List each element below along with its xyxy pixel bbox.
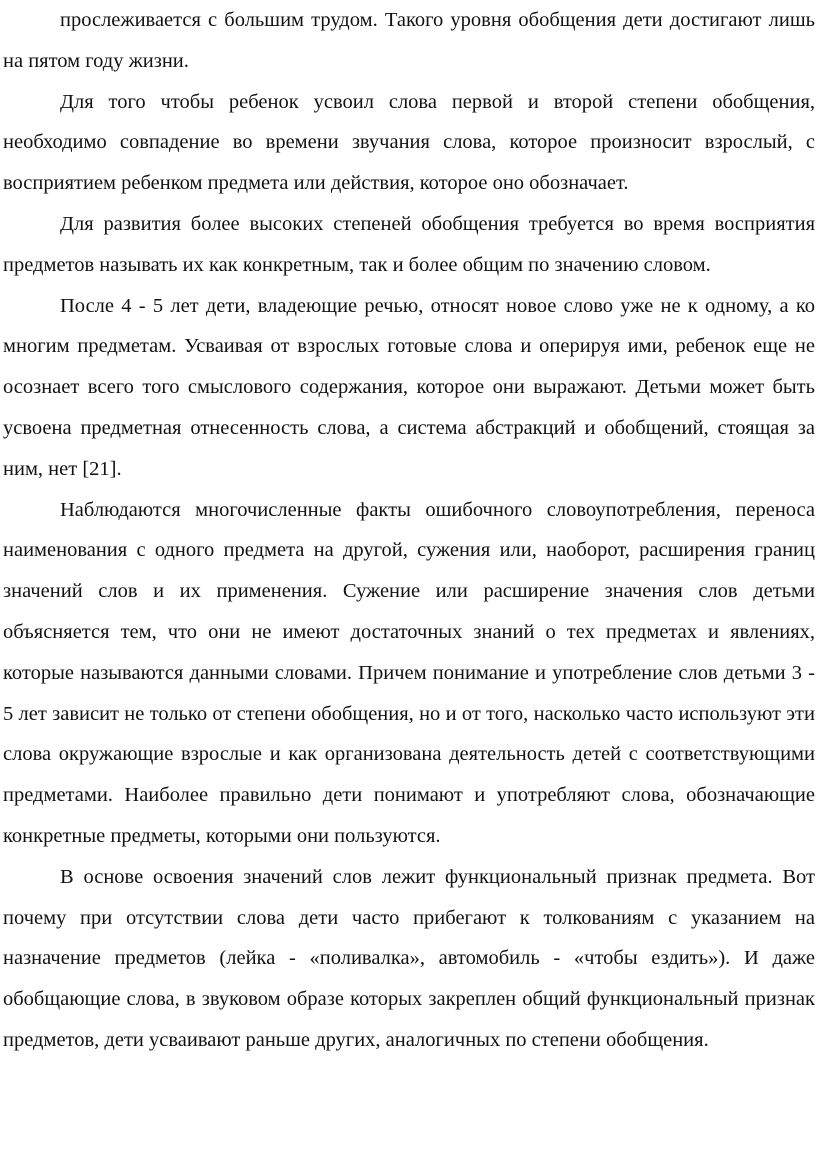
paragraph: После 4 - 5 лет дети, владеющие речью, относят новое слово уже не к одному, а ко многим предметам. Усваивая от взрослых готовые слова и оперируя ими, ребенок еще не осознает всего того смыслового содержания, которое они выражают. Детьми может быть усвоена предметная отнесенность слова, а система абстракций и обобщений, стоящая за ним, нет [21].	[3, 294, 815, 480]
paragraph: В основе освоения значений слов лежит функциональный признак предмета. Вот почему при отсутствии слова дети часто прибегают к толкованиям с указанием на назначение предметов (лейка - «поливалка», автомобиль - «чтобы ездить»). И даже обобщающие слова, в звуковом образе которых закреплен общий функциональный признак предметов, дети усваивают раньше других, аналогичных по степени обобщения.	[3, 865, 815, 1051]
paragraph: Для развития более высоких степеней обобщения требуется во время восприятия предметов называть их как конкретным, так и более общим по значению словом.	[3, 212, 815, 276]
paragraph: Наблюдаются многочисленные факты ошибочного словоупотребления, переноса наименования с одного предмета на другой, сужения или, наоборот, расширения границ значений слов и их применения. Сужение или расширение значения слов детьми объясняется тем, что они не имеют достаточных знаний о тех предметах и явлениях, которые называются данными словами. Причем понимание и употребление слов детьми 3 - 5 лет зависит не только от степени обобщения, но и от того, насколько часто используют эти слова окружающие взрослые и как организована деятельность детей с соответствующими предметами. Наиболее правильно дети понимают и употребляют слова, обозначающие конкретные предметы, которыми они пользуются.	[3, 498, 815, 847]
document-page	[3, 0, 815, 1061]
paragraph-continuation: прослеживается с большим трудом. Такого уровня обобщения дети достигают лишь на пятом году жизни.	[3, 9, 815, 72]
paragraph: Для того чтобы ребенок усвоил слова первой и второй степени обобщения, необходимо совпадение во времени звучания слова, которое произносит взрослый, с восприятием ребенком предмета или действия, которое оно обозначает.	[3, 90, 815, 195]
